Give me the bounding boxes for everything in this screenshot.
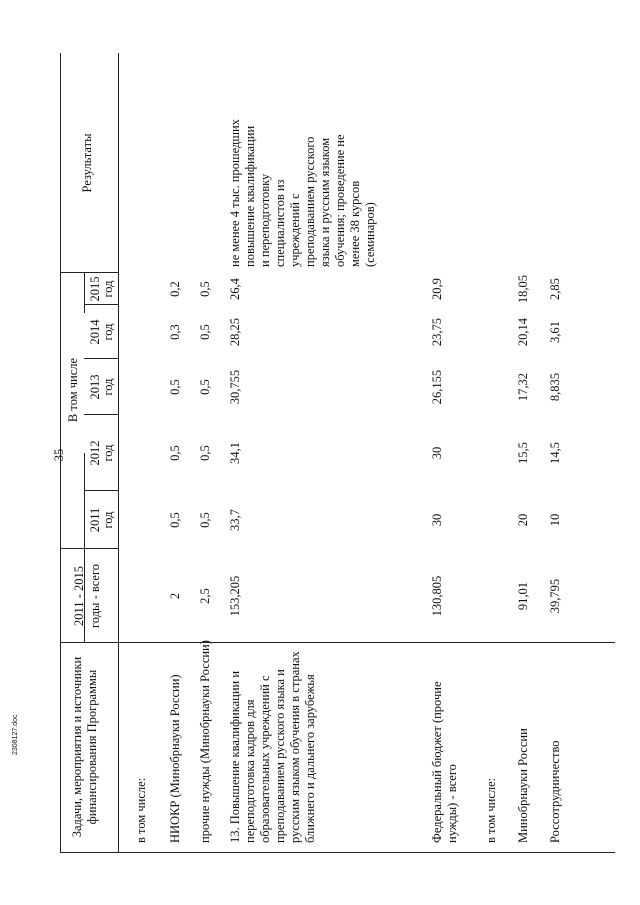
- header-year-2014: 2014: [88, 319, 102, 345]
- row-item-13-2014: 28,25: [228, 317, 242, 347]
- row-niokr-2012: 0,5: [168, 445, 182, 461]
- header-unit-2015: год: [101, 280, 115, 298]
- row-label-other-needs: прочие нужды (Минобрнауки России): [198, 640, 212, 843]
- row-result-item-13: не менее 4 тыс. прошедших повышение квалификации и переподготовку специалистов из учреждений с преподаванием русского языка и русским языком обучения; проведение не менее 38 курсов (семинаров): [228, 119, 377, 267]
- row-federal-budget-2015: 20,9: [430, 278, 444, 300]
- header-year-2013: 2013: [88, 374, 102, 400]
- row-federal-budget-2011: 30: [430, 513, 444, 527]
- row-rossotrudnichestvo-2013: 8,835: [548, 372, 562, 402]
- row-minobrnauki-2015: 18,05: [516, 274, 530, 304]
- column-divider-tasks: [60, 642, 615, 643]
- row-label-subheading-2: в том числе:: [484, 777, 498, 843]
- header-year-2012: 2012: [88, 440, 102, 466]
- row-niokr-2015: 0,2: [168, 281, 182, 297]
- row-rossotrudnichestvo-2014: 3,61: [548, 321, 562, 343]
- row-label-subheading: в том числе:: [134, 777, 148, 843]
- header-results: Результаты: [80, 133, 94, 193]
- row-minobrnauki-2011: 20: [516, 513, 530, 527]
- header-unit-2014: год: [101, 323, 115, 341]
- row-federal-budget-2014: 23,75: [430, 317, 444, 347]
- row-other-needs-2011: 0,5: [198, 512, 212, 528]
- row-item-13-2011: 33,7: [228, 509, 242, 531]
- header-year-2015: 2015: [88, 276, 102, 302]
- header-total-line1: 2011 - 2015: [72, 566, 86, 626]
- footer-file-code: 2308127.doc: [12, 714, 19, 755]
- row-total-minobrnauki: 91,01: [516, 581, 530, 611]
- row-label-rossotrudnichestvo: Россотрудничество: [548, 740, 562, 843]
- row-minobrnauki-2014: 20,14: [516, 317, 530, 347]
- row-other-needs-2012: 0,5: [198, 445, 212, 461]
- row-item-13-2015: 26,4: [228, 278, 242, 300]
- row-label-niokr: НИОКР (Минобрнауки России): [168, 674, 182, 843]
- row-total-rossotrudnichestvo: 39,795: [548, 578, 562, 614]
- row-label-federal-budget: Федеральный бюджет (прочие нужды) - всего: [430, 681, 459, 843]
- row-item-13-2012: 34,1: [228, 442, 242, 464]
- header-year-2011: 2011: [88, 507, 102, 533]
- header-unit-2013: год: [101, 378, 115, 396]
- row-federal-budget-2012: 30: [430, 446, 444, 460]
- row-rossotrudnichestvo-2011: 10: [548, 513, 562, 527]
- header-total-line2: годы - всего: [88, 563, 102, 629]
- row-item-13-2013: 30,755: [228, 369, 242, 405]
- row-other-needs-2013: 0,5: [198, 379, 212, 395]
- page-number: 35: [52, 448, 66, 462]
- row-niokr-2013: 0,5: [168, 379, 182, 395]
- row-niokr-2014: 0,3: [168, 324, 182, 340]
- header-unit-2012: год: [101, 444, 115, 462]
- row-other-needs-2015: 0,5: [198, 281, 212, 297]
- row-minobrnauki-2012: 15,5: [516, 442, 530, 464]
- row-niokr-2011: 0,5: [168, 512, 182, 528]
- years-subheader-border-2: [84, 273, 85, 313]
- header-unit-2011: год: [101, 511, 115, 529]
- row-minobrnauki-2013: 17,32: [516, 372, 530, 402]
- row-total-item-13: 153,205: [228, 575, 242, 617]
- row-total-niokr: 2: [168, 592, 182, 600]
- row-federal-budget-2013: 26,155: [430, 369, 444, 405]
- row-total-other-needs: 2,5: [198, 588, 212, 604]
- row-label-item-13: 13. Повышение квалификации и переподготовка кадров для образовательных учреждений с преподаванием русского языка и русским языком обучения в странах ближнего и дальнего зарубежья: [228, 651, 317, 843]
- row-total-federal-budget: 130,805: [430, 575, 444, 617]
- table-header-bottom-border: [118, 53, 119, 853]
- header-in-that-number: В том числе: [66, 357, 80, 423]
- header-tasks: Задачи, мероприятия и источники финансирования Программы: [70, 656, 99, 838]
- row-label-minobrnauki: Минобрнауки России: [516, 728, 530, 843]
- row-rossotrudnichestvo-2012: 14,5: [548, 442, 562, 464]
- row-rossotrudnichestvo-2015: 2,85: [548, 278, 562, 300]
- table-top-border: [60, 53, 61, 853]
- table-left-border: [60, 852, 615, 853]
- row-other-needs-2014: 0,5: [198, 324, 212, 340]
